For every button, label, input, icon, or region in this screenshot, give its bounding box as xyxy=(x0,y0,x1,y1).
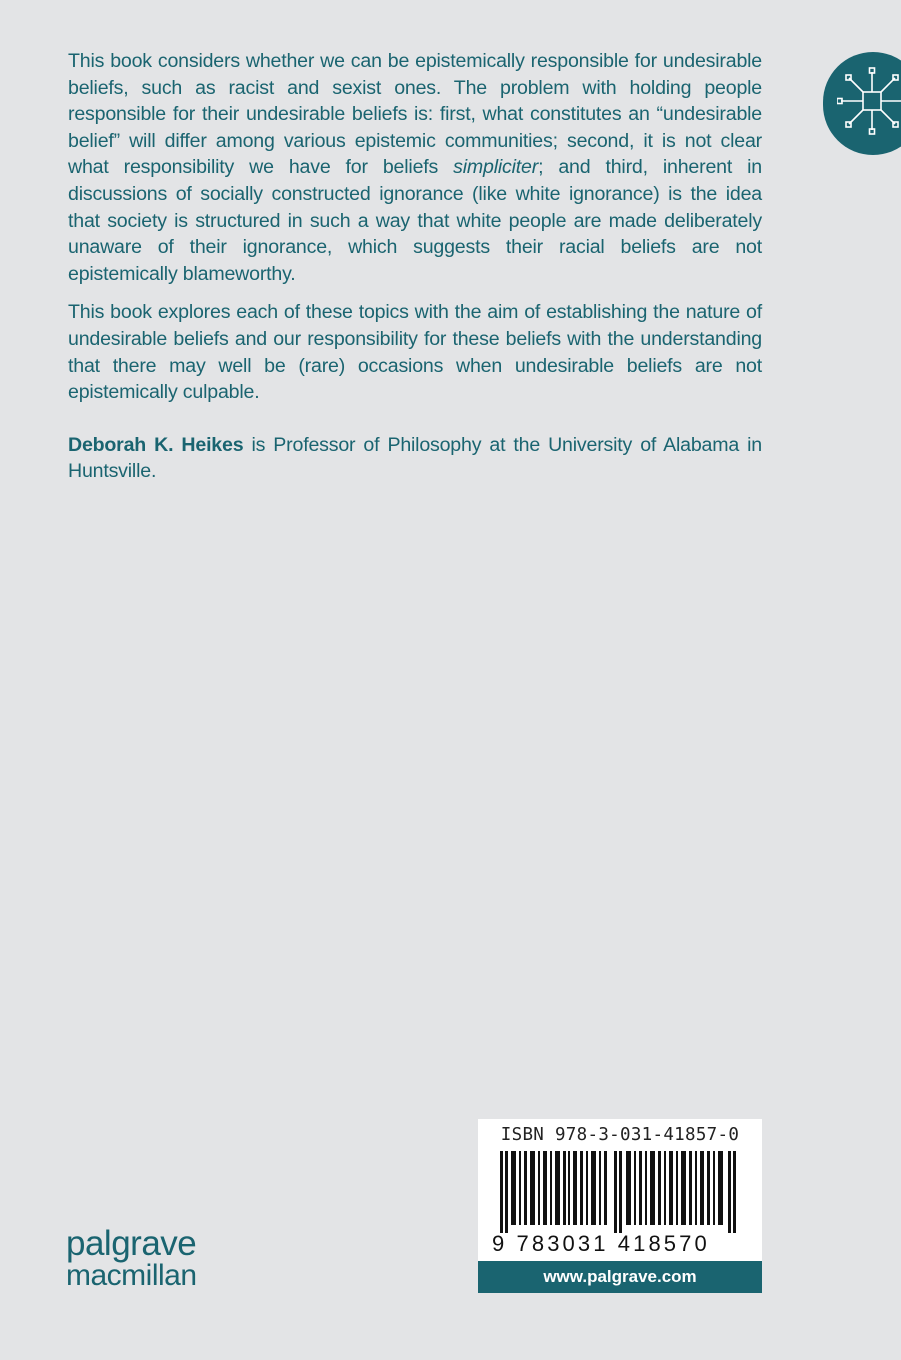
blurb-italic-term: simpliciter xyxy=(453,156,539,179)
palgrave-macmillan-logo xyxy=(66,1224,197,1292)
publisher-url[interactable]: www.palgrave.com xyxy=(478,1261,762,1293)
back-cover-blurb xyxy=(68,48,762,497)
author-name: Deborah K. Heikes xyxy=(68,433,244,456)
blurb-text: ; and third, inherent in discussions of socially constructed ignorance (like white ignorance) is the idea that society is structured in such a way that white people are made deliberately unaware of their ignorance, which suggests their racial beliefs are not epistemically blameworthy. xyxy=(68,156,762,285)
blurb-text: This book considers whether we can be epistemically responsible for undesirable beliefs, such as racist and sexist ones. The problem with holding people responsible for their undesirable beliefs is: first, what constitutes an “undesirable belief” will differ among various epistemic communities; second, it is not clear what responsibility we have for beliefs xyxy=(68,50,762,179)
blurb-paragraph-2: This book explores each of these topics with the aim of establishing the nature of undesirable beliefs and our responsibility for these beliefs with the understanding that there may well be (rare) occasions when undesirable beliefs are not epistemically culpable. xyxy=(68,301,762,404)
author-bio-text: is Professor of Philosophy at the University of Alabama in Huntsville. xyxy=(68,433,762,483)
blurb-paragraph-1 xyxy=(68,48,762,287)
author-bio xyxy=(68,432,762,485)
barcode-block xyxy=(478,1119,762,1293)
logo-line-1: palgrave xyxy=(66,1224,197,1263)
circuit-emblem-icon xyxy=(823,52,901,155)
barcode-bars xyxy=(488,1151,752,1233)
logo-line-2: macmillan xyxy=(66,1259,197,1292)
isbn-label: ISBN 978-3-031-41857-0 xyxy=(500,1125,740,1145)
barcode-digits: 9 783031 418570 xyxy=(492,1231,710,1256)
